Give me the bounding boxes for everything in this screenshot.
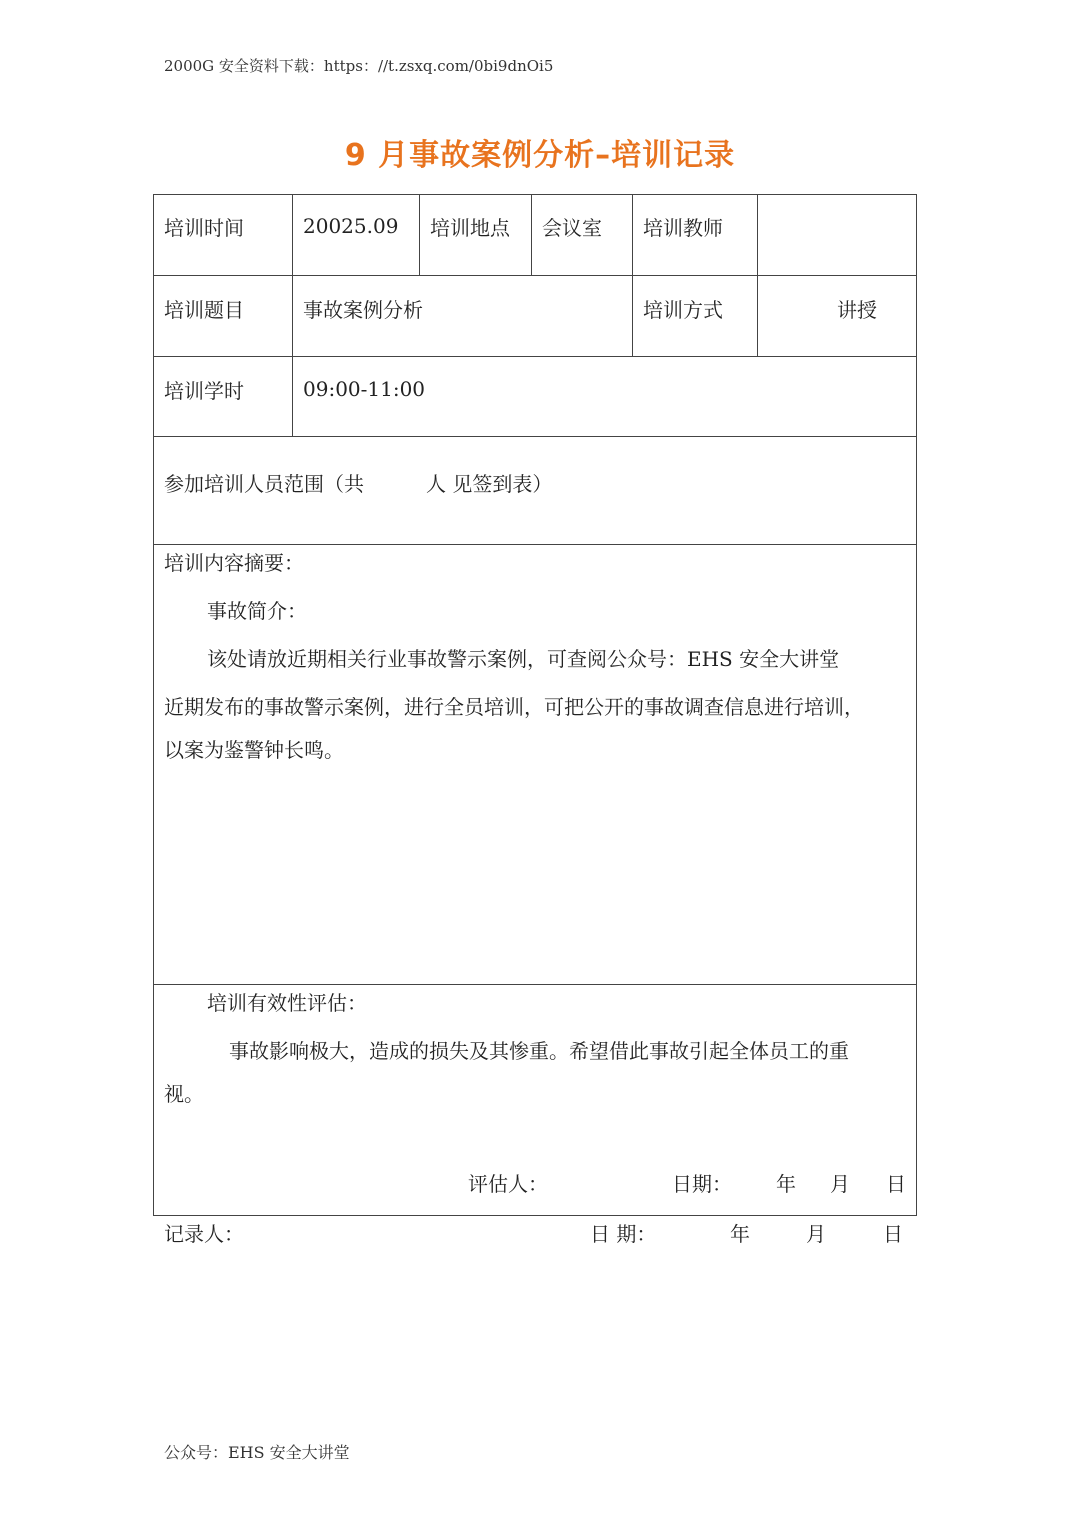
training-topic-value: 事故案例分析 [303,298,423,322]
evaluation-line-1: 事故影响极大，造成的损失及其惨重。希望借此事故引起全体员工的重 [229,1039,849,1063]
table-divider [292,194,293,437]
evaluation-date-year: 年 [776,1172,796,1196]
training-teacher-label: 培训教师 [643,216,723,240]
training-hours-value: 09:00-11:00 [303,377,426,401]
table-border-top [153,194,917,195]
footer-account: 公众号：EHS 安全大讲堂 [164,1443,350,1462]
training-place-value: 会议室 [542,216,602,240]
recorder-date-month: 月 [806,1222,826,1246]
summary-line-3: 以案为鉴警钟长鸣。 [164,738,344,762]
participants-prefix: 参加培训人员范围（共 [164,472,364,496]
training-method-value: 讲授 [837,298,877,322]
evaluation-date-label: 日期： [672,1172,732,1196]
table-divider [632,194,633,357]
participants-suffix: 人 见签到表） [426,472,553,496]
recorder-date-year: 年 [730,1222,750,1246]
table-divider [531,194,532,276]
training-time-label: 培训时间 [164,216,244,240]
evaluation-heading: 培训有效性评估： [207,991,367,1015]
recorder-date-label: 日 期： [590,1222,657,1246]
training-method-label: 培训方式 [643,298,723,322]
table-divider [419,194,420,276]
table-divider [153,275,917,276]
recorder-label: 记录人： [164,1222,244,1246]
training-time-value: 20025.09 [303,214,399,238]
summary-heading: 培训内容摘要： [164,551,304,575]
summary-subheading: 事故简介： [207,599,307,623]
page-title: 9 月事故案例分析–培训记录 [344,138,736,173]
recorder-date-day: 日 [883,1222,903,1246]
evaluation-date-day: 日 [886,1172,906,1196]
table-border-right [916,194,917,1216]
table-border-bottom [153,1215,917,1216]
table-border-left [153,194,154,1216]
table-divider [153,356,917,357]
table-divider [153,436,917,437]
training-topic-label: 培训题目 [164,298,244,322]
training-place-label: 培训地点 [430,216,510,240]
evaluator-label: 评估人： [468,1172,548,1196]
evaluation-date-month: 月 [830,1172,850,1196]
training-hours-label: 培训学时 [164,379,244,403]
download-header: 2000G 安全资料下载：https：//t.zsxq.com/0bi9dnOi5 [164,57,554,75]
table-divider [153,544,917,545]
summary-line-1: 该处请放近期相关行业事故警示案例，可查阅公众号：EHS 安全大讲堂 [207,647,840,671]
table-divider [153,984,917,985]
table-divider [757,194,758,357]
summary-line-2: 近期发布的事故警示案例，进行全员培训，可把公开的事故调查信息进行培训， [164,695,864,719]
evaluation-line-2: 视。 [164,1082,204,1106]
